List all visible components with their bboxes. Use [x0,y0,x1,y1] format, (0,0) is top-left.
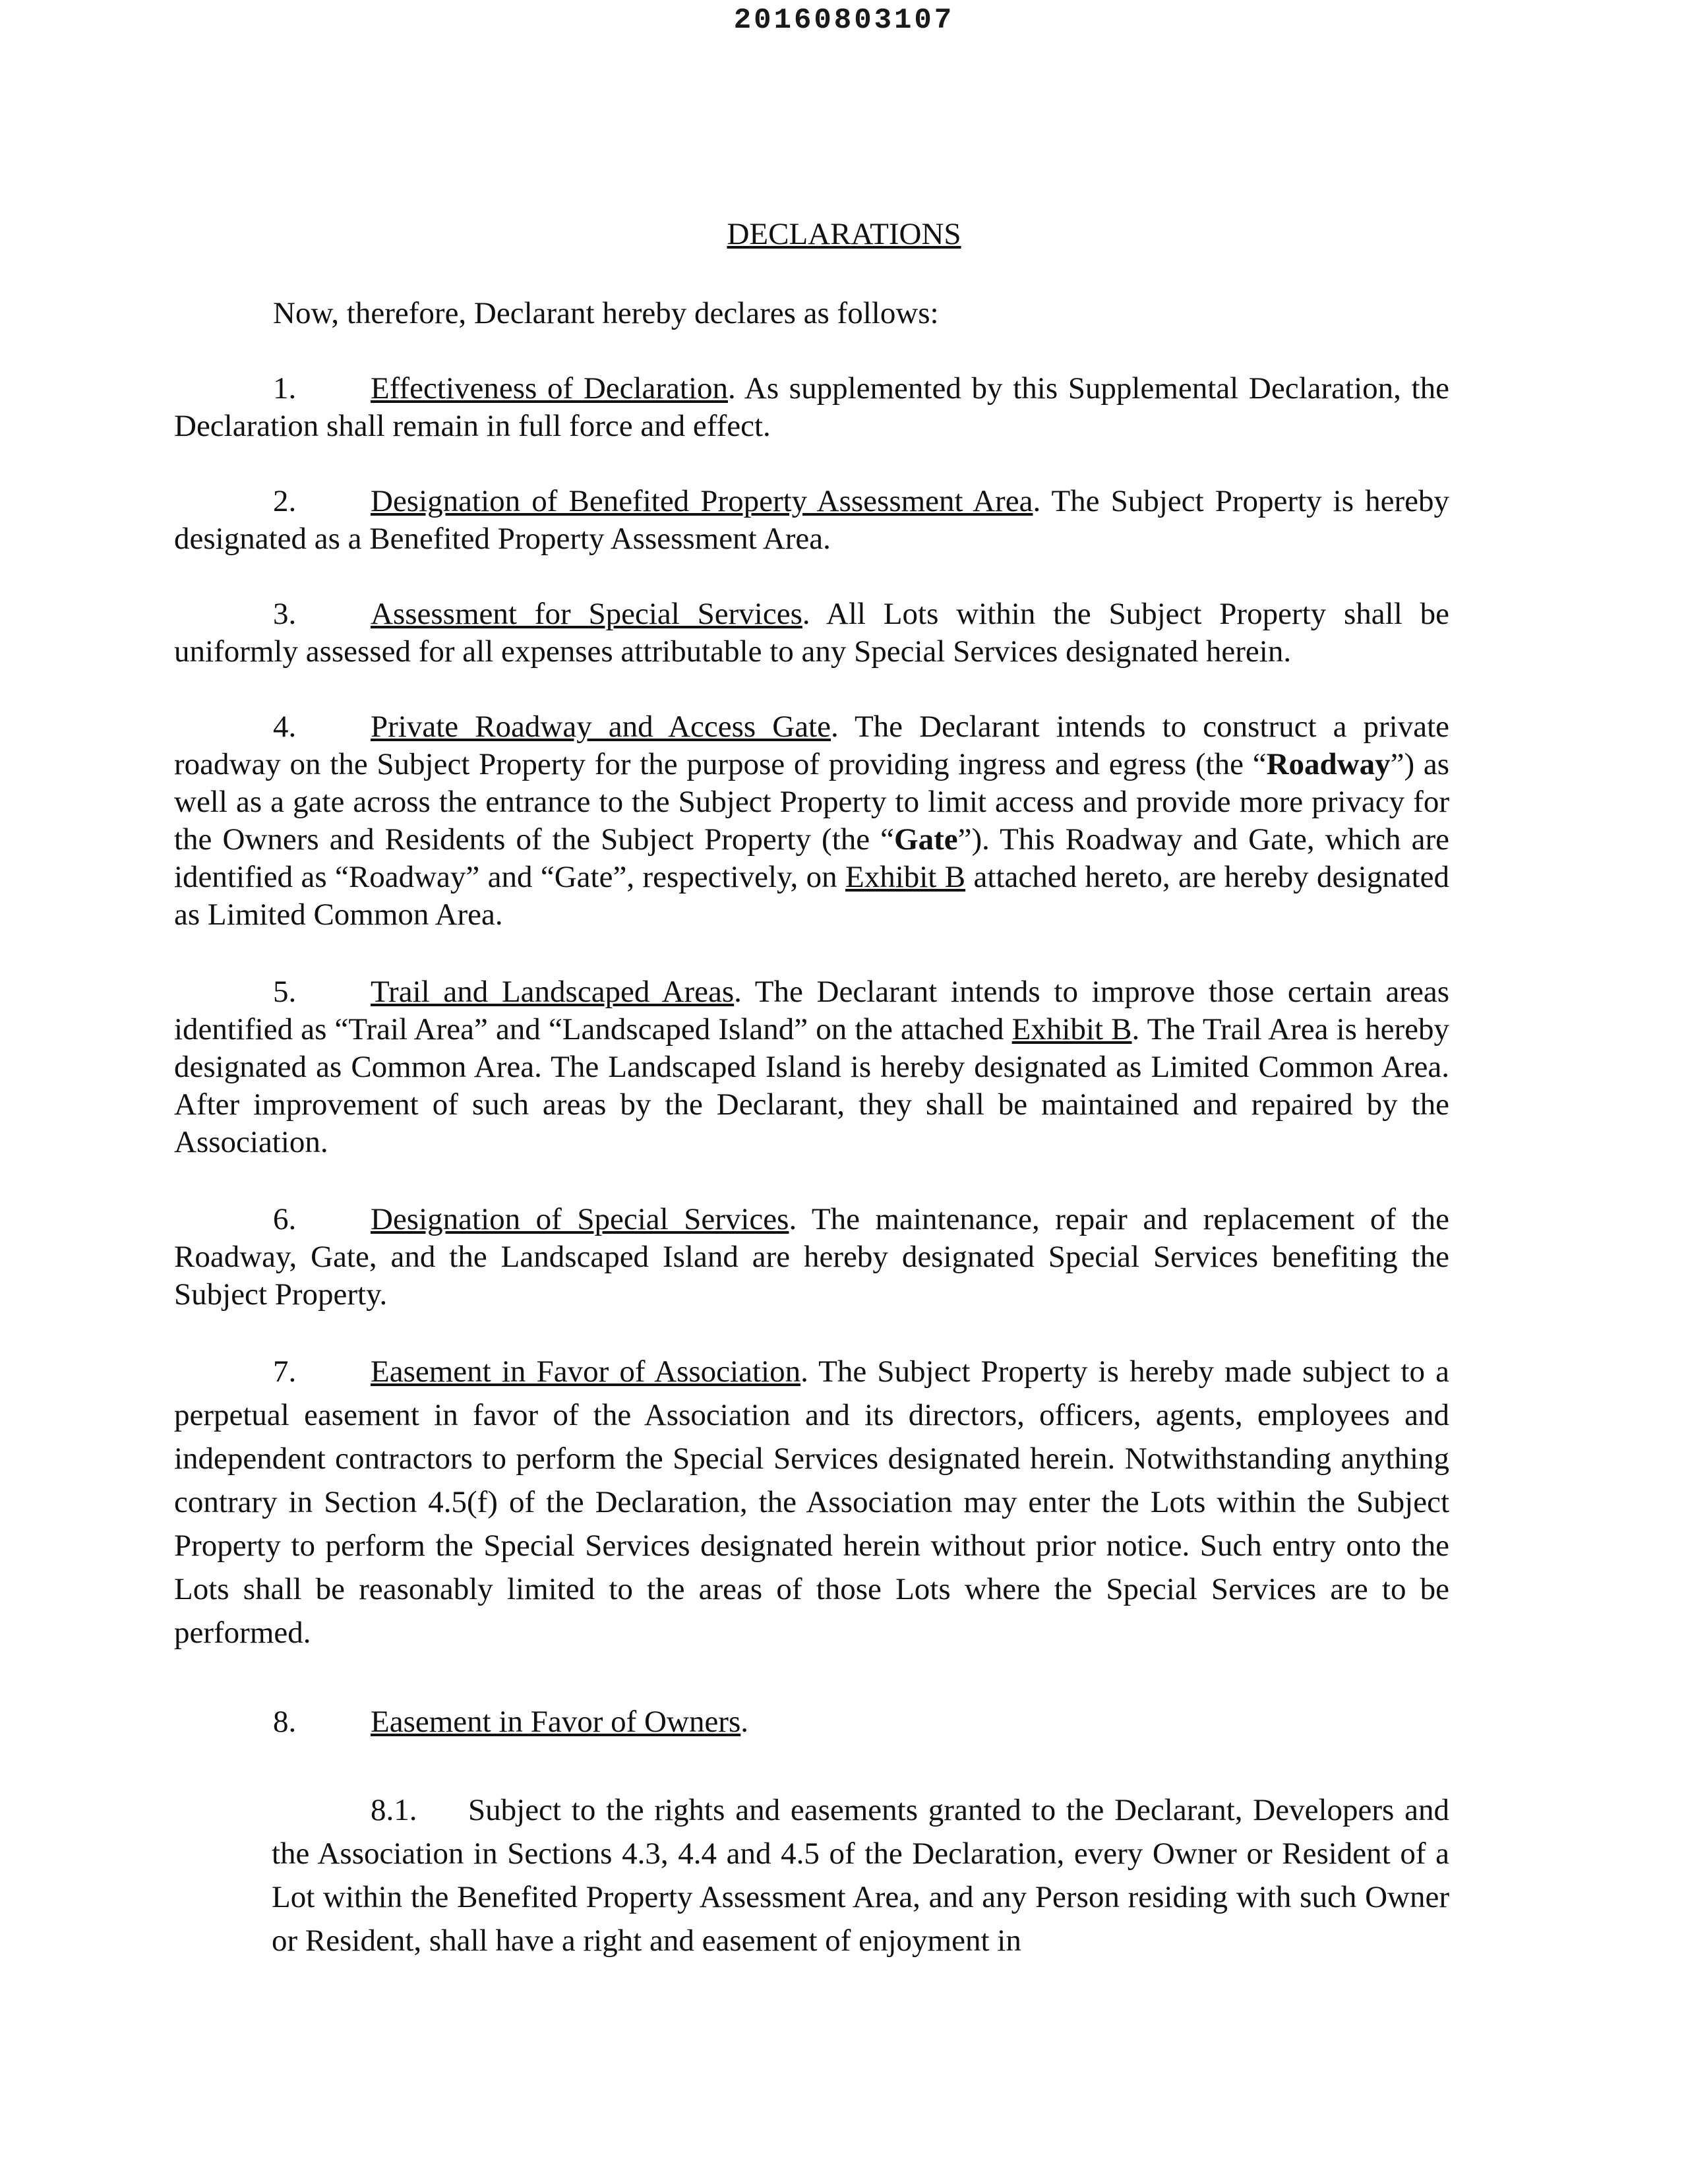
section-text: ”). This Roadway and Gate, which are identified as “Roadway” and “Gate”, respectively, on [174,822,1449,894]
section-heading: Designation of Special Services [371,1202,789,1236]
subsection-number: 8.1. [371,1793,417,1827]
section-heading: Assessment for Special Services [371,597,802,631]
section-text: The Declarant intends to improve those certain areas identified as “Trail Area” and “Landscaped Island” on the attached [174,975,1449,1046]
section-text: The maintenance, repair and replacement of the Roadway, Gate, and the Landscaped Island are hereby designated Special Services benefiting the Subject Property. [174,1202,1449,1312]
section-heading: Effectiveness of Declaration [371,371,729,406]
section-text: The Subject Property is hereby designated as a Benefited Property Assessment Area. [174,484,1449,556]
section-7: 7. Easement in Favor of Association. The Subject Property is hereby made subject to a perpetual easement in favor of the Association and its directors, officers, agents, employees and independent contractors to perform the Special Services designated herein. Notwithstanding anything contrary in Section 4.5(f) of the Declaration, the Association may enter the Lots within the Subject Property to perform the Special Services designated herein without prior notice. Such entry onto the Lots shall be reasonably limited to the areas of those Lots where the Special Services are to be performed. [174,1350,1449,1654]
section-text: . The Trail Area is hereby designated as Common Area. The Landscaped Island is hereby designated as Limited Common Area. After improvement of such areas by the Declarant, they shall be maintained and repaired by the Association. [174,1012,1449,1159]
section-number: 1. [273,371,297,406]
section-text: The Declarant intends to construct a private roadway on the Subject Property for the purpose of providing ingress and egress (the “ [174,710,1449,781]
section-heading: Easement in Favor of Association [371,1354,801,1389]
section-text: ”) as well as a gate across the entrance to the Subject Property to limit access and provide more privacy for the Owners and Residents of the Subject Property (the “ [174,747,1449,857]
subsection-text: Subject to the rights and easements granted to the Declarant, Developers and the Association in Sections 4.3, 4.4 and 4.5 of the Declaration, every Owner or Resident of a Lot within the Benefited Property Assessment Area, and any Person residing with such Owner or Resident, shall have a right and easement of enjoyment in [272,1793,1449,1958]
section-heading: Private Roadway and Access Gate [371,710,831,744]
section-5: 5. Trail and Landscaped Areas. The Declarant intends to improve those certain areas identified as “Trail Area” and “Landscaped Island” on the attached Exhibit B. The Trail Area is hereby designated as Common Area. The Landscaped Island is hereby designated as Limited Common Area. After improvement of such areas by the Declarant, they shall be maintained and repaired by the Association. [174,975,1449,1159]
defined-term-roadway: Roadway [1266,747,1391,781]
exhibit-reference: Exhibit B [845,860,966,894]
section-number: 3. [273,597,297,631]
section-number: 7. [273,1354,297,1389]
subsection-8-1 [272,1788,1449,1962]
section-4: 4. Private Roadway and Access Gate. The Declarant intends to construct a private roadway on the Subject Property for the purpose of providing ingress and egress (the “Roadway”) as well as a gate across the entrance to the Subject Property to limit access and provide more privacy for the Owners and Residents of the Subject Property (the “Gate”). This Roadway and Gate, which are identified as “Roadway” and “Gate”, respectively, on Exhibit B attached hereto, are hereby designated as Limited Common Area. [174,710,1449,932]
page-title: DECLARATIONS [727,217,961,251]
document-number: 20160803107 [733,4,955,37]
section-3: 3. Assessment for Special Services. All Lots within the Subject Property shall be uniformly assessed for all expenses attributable to any Special Services designated herein. [174,597,1449,669]
section-8: 8. Easement in Favor of Owners. [174,1703,1449,1741]
section-number: 8. [273,1705,297,1739]
exhibit-reference: Exhibit B [1011,1012,1132,1046]
section-number: 5. [273,975,297,1009]
section-number: 2. [273,484,297,518]
section-1: 1. Effectiveness of Declaration. As supplemented by this Supplemental Declaration, the Declaration shall remain in full force and effect. [174,371,1449,443]
section-text: The Subject Property is hereby made subject to a perpetual easement in favor of the Association and its directors, officers, agents, employees and independent contractors to perform the Special Services designated herein. Notwithstanding anything contrary in Section 4.5(f) of the Declaration, the Association may enter the Lots within the Subject Property to perform the Special Services designated herein without prior notice. Such entry onto the Lots shall be reasonably limited to the areas of those Lots where the Special Services are to be performed. [174,1354,1449,1650]
section-heading: Easement in Favor of Owners [371,1705,741,1739]
section-heading: Trail and Landscaped Areas [371,975,735,1009]
intro-text: Now, therefore, Declarant hereby declares as follows: [273,296,939,330]
section-6: 6. Designation of Special Services. The maintenance, repair and replacement of the Roadway, Gate, and the Landscaped Island are hereby designated Special Services benefiting the Subject Property. [174,1202,1449,1312]
section-text: As supplemented by this Supplemental Declaration, the Declaration shall remain in full force and effect. [174,371,1449,443]
section-number: 4. [273,710,297,744]
section-heading: Designation of Benefited Property Assessment Area [371,484,1033,518]
section-text: attached hereto, are hereby designated as Limited Common Area. [174,860,1449,932]
defined-term-gate: Gate [894,822,958,857]
section-text: All Lots within the Subject Property shall be uniformly assessed for all expenses attributable to any Special Services designated herein. [174,597,1449,669]
section-number: 6. [273,1202,297,1236]
section-2: 2. Designation of Benefited Property Assessment Area. The Subject Property is hereby designated as a Benefited Property Assessment Area. [174,484,1449,556]
